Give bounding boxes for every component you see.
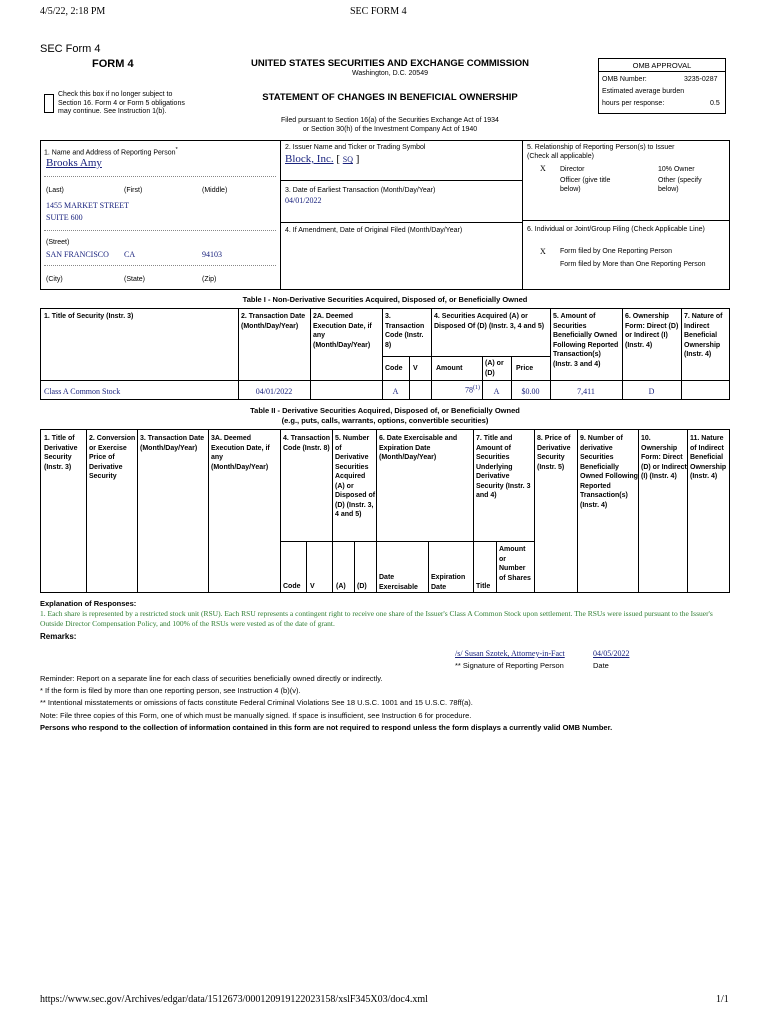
other-label: Other (specify below) — [658, 177, 702, 193]
t1-row-date: 04/01/2022 — [255, 387, 293, 396]
t2-sub-amount-shares: Amount or Number of Shares — [499, 546, 531, 582]
t2-col-title: 1. Title of Derivative Security (Instr. 3) — [44, 435, 78, 471]
note-file-copies: Note: File three copies of this Form, one of which must be manually signed. If space is insufficient, see Instruction 6 for procedure. — [40, 711, 472, 720]
omb-hours-label: hours per response: — [602, 100, 665, 107]
city-value: SAN FRANCISCO — [46, 250, 109, 259]
t2-col-form: 10. Ownership Form: Direct (D) or Indirect (I) (Instr. 4) — [641, 435, 687, 480]
state-value: CA — [124, 250, 136, 259]
print-datetime: 4/5/22, 2:18 PM — [40, 6, 106, 17]
last-label: (Last) — [46, 187, 64, 194]
no-longer-subject-checkbox[interactable] — [44, 94, 54, 113]
print-url: https://www.sec.gov/Archives/edgar/data/1512673/000120919122023158/xslF345X03/doc4.xml — [40, 994, 428, 1005]
explanation-text: 1. Each share is represented by a restricted stock unit (RSU). Each RSU represents a contingent right to receive one share of the Issuer's Class A Common Stock upon settlement. The RSUs were issued pursuant to the Issuer's Outside Director Compensation Policy, and 100% of the RSUs were vested as of the date of grant. — [40, 609, 713, 628]
t2-col-price: 8. Price of Derivative Security (Instr. 5) — [537, 435, 571, 471]
t1-row-code: A — [392, 387, 399, 396]
reporting-person-name-link[interactable]: Brooks Amy — [46, 157, 102, 169]
street-line-1: 1455 MARKET STREET — [46, 201, 129, 210]
t2-col-owned: 9. Number of derivative Securities Beneficially Owned Following Reported Transaction(s) (Instr. 4) — [580, 435, 638, 509]
omb-title: OMB APPROVAL — [632, 61, 692, 70]
t1-row-amount: 78$^{(1)}$ — [465, 385, 480, 395]
ticker-close-bracket: ] — [355, 153, 360, 165]
signature-label: ** Signature of Reporting Person — [455, 661, 564, 670]
statement-title: STATEMENT OF CHANGES IN BENEFICIAL OWNERSHIP — [262, 92, 518, 103]
t1-footnote-ref: (1) — [473, 385, 480, 391]
t1-row-owned: 7,411 — [577, 387, 595, 396]
issuer-label: 2. Issuer Name and Ticker or Trading Symbol — [285, 144, 426, 151]
street-label: (Street) — [46, 239, 70, 246]
zip-label: (Zip) — [202, 276, 217, 283]
remarks-label: Remarks: — [40, 632, 77, 641]
issuer-line — [285, 153, 359, 165]
earliest-date-label: 3. Date of Earliest Transaction (Month/Day/Year) — [285, 187, 436, 194]
omb-number-value: 3235-0287 — [684, 76, 718, 83]
t2-sub-v: V — [310, 583, 315, 590]
table1-title: Table I - Non-Derivative Securities Acquired, Disposed of, or Beneficially Owned — [242, 295, 528, 304]
street-line-2: SUITE 600 — [46, 213, 83, 222]
t1-row-title: Class A Common Stock — [44, 387, 121, 396]
t1-col-code: 3. Transaction Code (Instr. 8) — [385, 313, 425, 349]
print-page: 1/1 — [716, 994, 729, 1005]
t1-col-deemed: 2A. Deemed Execution Date, if any (Month/Day/Year) — [313, 313, 372, 349]
note-omb-validity: Persons who respond to the collection of information contained in this form are not required to respond unless the form displays a currently valid OMB Number. — [40, 723, 613, 732]
t2-sub-expiration: Expiration Date — [431, 574, 466, 591]
amendment-label: 4. If Amendment, Date of Original Filed (Month/Day/Year) — [285, 227, 463, 234]
one-person-check-mark: X — [540, 247, 546, 256]
filed-pursuant-2: or Section 30(h) of the Investment Company Act of 1940 — [302, 126, 478, 133]
ticker-link[interactable]: SQ — [342, 155, 353, 164]
state-label: (State) — [124, 276, 146, 283]
t1-col-title: 1. Title of Security (Instr. 3) — [44, 313, 134, 320]
note-misstatements: ** Intentional misstatements or omissions of facts constitute Federal Criminal Violations See 18 U.S.C. 1001 and 15 U.S.C. 78ff(a). — [40, 698, 473, 707]
city-label: (City) — [46, 276, 63, 283]
t1-col-nature: 7. Nature of Indirect Beneficial Ownership (Instr. 4) — [684, 313, 723, 358]
agency-city: Washington, D.C. 20549 — [351, 70, 428, 77]
agency-name: UNITED STATES SECURITIES AND EXCHANGE COMMISSION — [251, 58, 529, 69]
director-check-mark: X — [540, 164, 546, 173]
zip-value: 94103 — [202, 250, 222, 259]
t2-sub-title: Title — [476, 583, 491, 590]
form-name: FORM 4 — [92, 58, 134, 70]
t1-sub-code: Code — [385, 365, 403, 372]
relationship-sublabel: (Check all applicable) — [527, 153, 594, 160]
filed-pursuant-1: Filed pursuant to Section 16(a) of the Securities Exchange Act of 1934 — [281, 117, 499, 124]
t1-row-ad: A — [493, 387, 500, 396]
t1-sub-v: V — [413, 365, 418, 372]
director-label: Director — [560, 166, 585, 173]
t1-sub-ad: (A) or (D) — [485, 360, 504, 377]
t2-sub-code: Code — [283, 583, 301, 590]
t1-col-form: 6. Ownership Form: Direct (D) or Indirect (I) (Instr. 4) — [625, 313, 679, 349]
table2-subtitle: (e.g., puts, calls, warrants, options, convertible securities) — [281, 416, 489, 425]
doc-title: SEC Form 4 — [40, 43, 101, 55]
signature-name[interactable]: /s/ Susan Szotek, Attorney-in-Fact — [455, 649, 565, 658]
officer-label: Officer (give title below) — [560, 177, 611, 193]
t2-col-code: 4. Transaction Code (Instr. 8) — [283, 435, 331, 452]
t2-col-number: 5. Number of Derivative Securities Acquired (A) or Disposed of (D) (Instr. 3, 4 and 5) — [335, 435, 376, 518]
t1-sub-price: Price — [516, 365, 534, 372]
filing-label: 6. Individual or Joint/Group Filing (Check Applicable Line) — [527, 226, 705, 233]
table2-title: Table II - Derivative Securities Acquired, Disposed of, or Beneficially Owned — [250, 406, 520, 415]
relationship-label: 5. Relationship of Reporting Person(s) to Issuer — [527, 144, 675, 151]
t2-sub-d: (D) — [357, 583, 367, 590]
note-multiple-persons: * If the form is filed by more than one reporting person, see Instruction 4 (b)(v). — [40, 686, 301, 695]
t2-col-exercisable: 6. Date Exercisable and Expiration Date (Month/Day/Year) — [379, 435, 458, 461]
earliest-date-value: 04/01/2022 — [285, 196, 322, 205]
t1-sub-amount: Amount — [436, 365, 463, 372]
checkbox-text: Check this box if no longer subject to Section 16. Form 4 or Form 5 obligations may continue. See Instruction 1(b). — [58, 91, 185, 115]
t1-col-owned: 5. Amount of Securities Beneficially Owned Following Reported Transaction(s) (Instr. 3 and 4) — [553, 313, 619, 368]
ten-percent-owner-label: 10% Owner — [658, 166, 695, 173]
t2-sub-date-exercisable: Date Exercisable — [379, 574, 418, 591]
ticker-open-bracket: [ — [336, 153, 340, 165]
middle-label: (Middle) — [202, 187, 228, 194]
print-title: SEC FORM 4 — [350, 6, 407, 17]
t1-row-form: D — [648, 387, 655, 396]
t1-row-price: $0.00 — [521, 387, 540, 396]
t2-col-deemed: 3A. Deemed Execution Date, if any (Month/Day/Year) — [211, 435, 270, 471]
signature-date[interactable]: 04/05/2022 — [593, 649, 630, 658]
note-reminder: Reminder: Report on a separate line for each class of securities beneficially owned directly or indirectly. — [40, 674, 383, 683]
t2-col-date: 3. Transaction Date (Month/Day/Year) — [140, 435, 205, 452]
t2-col-underlying: 7. Title and Amount of Securities Underlying Derivative Security (Instr. 3 and 4) — [476, 435, 531, 499]
omb-number-label: OMB Number: — [602, 76, 647, 83]
t1-col-acquired: 4. Securities Acquired (A) or Disposed Of (D) (Instr. 3, 4 and 5) — [434, 313, 545, 330]
t2-col-conversion: 2. Conversion or Exercise Price of Derivative Security — [89, 435, 136, 480]
reporting-person-label: 1. Name and Address of Reporting Person* — [44, 147, 178, 157]
more-persons-label: Form filed by More than One Reporting Person — [560, 261, 706, 268]
omb-hours-value: 0.5 — [710, 100, 720, 107]
explanation-label: Explanation of Responses: — [40, 599, 137, 608]
t1-col-date: 2. Transaction Date (Month/Day/Year) — [241, 313, 306, 330]
first-label: (First) — [124, 187, 143, 194]
t2-col-nature: 11. Nature of Indirect Beneficial Ownership (Instr. 4) — [690, 435, 727, 480]
one-person-label: Form filed by One Reporting Person — [560, 248, 673, 255]
t2-sub-a: (A) — [336, 583, 346, 590]
signature-date-label: Date — [593, 661, 609, 670]
issuer-name-link[interactable]: Block, Inc. — [285, 153, 334, 165]
omb-burden-label: Estimated average burden — [602, 88, 685, 95]
